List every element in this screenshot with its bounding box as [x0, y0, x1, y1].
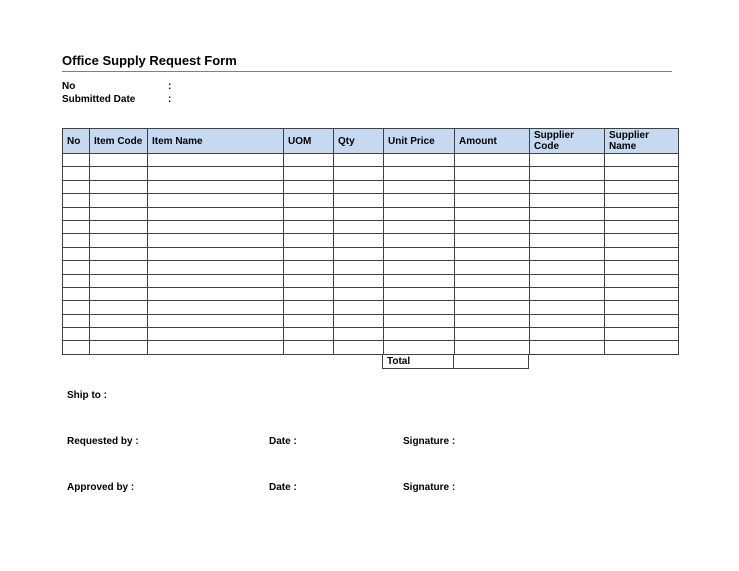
approved-signature-label: Signature : [403, 482, 456, 493]
table-cell[interactable] [90, 261, 148, 274]
table-cell[interactable] [90, 341, 148, 354]
table-cell[interactable] [605, 154, 679, 167]
requested-date-label: Date : [269, 436, 297, 447]
total-row [382, 354, 529, 369]
table-cell[interactable] [90, 154, 148, 167]
table-cell[interactable] [90, 234, 148, 247]
table-cell[interactable] [605, 180, 679, 193]
table-row [63, 301, 679, 314]
form-title: Office Supply Request Form [62, 53, 237, 68]
table-cell[interactable] [455, 220, 530, 233]
table-cell[interactable] [384, 287, 455, 300]
table-cell[interactable] [148, 314, 284, 327]
table-cell[interactable] [334, 167, 384, 180]
table-cell[interactable] [384, 314, 455, 327]
table-cell[interactable] [605, 314, 679, 327]
table-cell[interactable] [63, 180, 90, 193]
no-label: No [62, 81, 76, 92]
table-cell[interactable] [148, 261, 284, 274]
table-cell[interactable] [455, 154, 530, 167]
table-cell[interactable] [530, 328, 605, 341]
header-item-name: Item Name [148, 129, 284, 154]
header-amount: Amount [455, 129, 530, 154]
table-header-row [63, 129, 679, 154]
table-cell[interactable] [148, 247, 284, 260]
table-cell[interactable] [63, 234, 90, 247]
table-cell[interactable] [284, 314, 334, 327]
table-cell[interactable] [334, 301, 384, 314]
table-cell[interactable] [63, 301, 90, 314]
table-row [63, 274, 679, 287]
table-cell[interactable] [605, 194, 679, 207]
table-cell[interactable] [334, 220, 384, 233]
table-cell[interactable] [384, 274, 455, 287]
table-cell[interactable] [284, 274, 334, 287]
table-cell[interactable] [284, 328, 334, 341]
table-cell[interactable] [334, 194, 384, 207]
table-cell[interactable] [605, 274, 679, 287]
header-no: No [63, 129, 90, 154]
table-cell[interactable] [90, 167, 148, 180]
approved-date-label: Date : [269, 482, 297, 493]
table-row [63, 341, 679, 354]
table-cell[interactable] [384, 220, 455, 233]
table-cell[interactable] [384, 328, 455, 341]
request-table [62, 128, 679, 355]
table-cell[interactable] [334, 154, 384, 167]
table-cell[interactable] [455, 274, 530, 287]
table-cell[interactable] [384, 180, 455, 193]
table-cell[interactable] [148, 234, 284, 247]
table-cell[interactable] [90, 301, 148, 314]
table-cell[interactable] [63, 247, 90, 260]
table-row [63, 247, 679, 260]
table-cell[interactable] [90, 220, 148, 233]
table-cell[interactable] [605, 341, 679, 354]
table-cell[interactable] [530, 220, 605, 233]
table-cell[interactable] [384, 261, 455, 274]
table-cell[interactable] [148, 194, 284, 207]
table-cell[interactable] [384, 234, 455, 247]
table-cell[interactable] [455, 314, 530, 327]
table-cell[interactable] [90, 274, 148, 287]
table-cell[interactable] [284, 180, 334, 193]
table-cell[interactable] [455, 247, 530, 260]
table-cell[interactable] [284, 301, 334, 314]
table-cell[interactable] [605, 167, 679, 180]
table-cell[interactable] [530, 247, 605, 260]
table-cell[interactable] [455, 341, 530, 354]
title-divider [62, 71, 672, 72]
table-row [63, 180, 679, 193]
table-cell[interactable] [530, 234, 605, 247]
header-qty: Qty [334, 129, 384, 154]
table-cell[interactable] [334, 328, 384, 341]
submitted-date-label: Submitted Date [62, 94, 136, 105]
table-cell[interactable] [284, 167, 334, 180]
table-row [63, 167, 679, 180]
table-cell[interactable] [334, 274, 384, 287]
table-cell[interactable] [384, 167, 455, 180]
table-cell[interactable] [148, 341, 284, 354]
table-cell[interactable] [605, 207, 679, 220]
table-row [63, 261, 679, 274]
total-label: Total [383, 355, 454, 369]
submitted-date-colon: : [168, 94, 172, 105]
table-cell[interactable] [384, 194, 455, 207]
table-cell[interactable] [148, 274, 284, 287]
table-cell[interactable] [455, 328, 530, 341]
no-colon: : [168, 81, 172, 92]
table-cell[interactable] [334, 180, 384, 193]
requested-signature-label: Signature : [403, 436, 456, 447]
table-cell[interactable] [334, 234, 384, 247]
table-cell[interactable] [530, 180, 605, 193]
table-row [63, 194, 679, 207]
table-cell[interactable] [455, 167, 530, 180]
header-supplier-name: Supplier Name [605, 129, 679, 154]
table-cell[interactable] [384, 207, 455, 220]
table-cell[interactable] [334, 207, 384, 220]
table-cell[interactable] [148, 328, 284, 341]
table-cell[interactable] [455, 207, 530, 220]
table-cell[interactable] [148, 220, 284, 233]
table-cell[interactable] [605, 301, 679, 314]
table-cell[interactable] [334, 341, 384, 354]
table-cell[interactable] [148, 207, 284, 220]
table-cell[interactable] [530, 261, 605, 274]
table-row [63, 328, 679, 341]
ship-to-label: Ship to : [67, 390, 107, 401]
table-row [63, 234, 679, 247]
table-cell[interactable] [90, 194, 148, 207]
table-row [63, 287, 679, 300]
table-cell[interactable] [148, 180, 284, 193]
table-cell[interactable] [455, 180, 530, 193]
table-cell[interactable] [90, 247, 148, 260]
header-unit-price: Unit Price [384, 129, 455, 154]
table-cell[interactable] [455, 301, 530, 314]
table-cell[interactable] [284, 207, 334, 220]
table-cell[interactable] [284, 220, 334, 233]
table-cell[interactable] [384, 341, 455, 354]
table-cell[interactable] [63, 341, 90, 354]
table-cell[interactable] [63, 287, 90, 300]
table-cell[interactable] [90, 287, 148, 300]
table-cell[interactable] [63, 220, 90, 233]
requested-by-label: Requested by : [67, 436, 139, 447]
table-cell[interactable] [63, 167, 90, 180]
table-cell[interactable] [284, 234, 334, 247]
table-cell[interactable] [384, 154, 455, 167]
table-cell[interactable] [63, 207, 90, 220]
table-cell[interactable] [334, 261, 384, 274]
table-cell[interactable] [605, 328, 679, 341]
table-cell[interactable] [90, 207, 148, 220]
table-cell[interactable] [334, 247, 384, 260]
table-cell[interactable] [530, 154, 605, 167]
table-cell[interactable] [63, 194, 90, 207]
table-cell[interactable] [148, 154, 284, 167]
table-cell[interactable] [63, 314, 90, 327]
table-cell[interactable] [605, 247, 679, 260]
table-row [63, 207, 679, 220]
header-uom: UOM [284, 129, 334, 154]
table-row [63, 154, 679, 167]
table-cell[interactable] [284, 287, 334, 300]
table-cell[interactable] [284, 154, 334, 167]
table-cell[interactable] [90, 180, 148, 193]
table-cell[interactable] [530, 167, 605, 180]
table-cell[interactable] [605, 287, 679, 300]
table-cell[interactable] [455, 287, 530, 300]
table-cell[interactable] [284, 261, 334, 274]
table-cell[interactable] [63, 261, 90, 274]
table-row [63, 220, 679, 233]
table-cell[interactable] [455, 261, 530, 274]
table-cell[interactable] [284, 247, 334, 260]
table-cell[interactable] [148, 301, 284, 314]
table-cell[interactable] [605, 261, 679, 274]
table-cell[interactable] [90, 328, 148, 341]
table-cell[interactable] [63, 154, 90, 167]
table-cell[interactable] [148, 287, 284, 300]
table-cell[interactable] [530, 207, 605, 220]
table-cell[interactable] [605, 234, 679, 247]
table-cell[interactable] [63, 274, 90, 287]
header-item-code: Item Code [90, 129, 148, 154]
table-cell[interactable] [455, 194, 530, 207]
table-cell[interactable] [530, 341, 605, 354]
table-cell[interactable] [284, 341, 334, 354]
table-cell[interactable] [455, 234, 530, 247]
table-cell[interactable] [384, 247, 455, 260]
table-cell[interactable] [530, 274, 605, 287]
table-row [63, 314, 679, 327]
table-cell[interactable] [530, 301, 605, 314]
table-cell[interactable] [530, 314, 605, 327]
header-supplier-code: Supplier Code [530, 129, 605, 154]
table-cell[interactable] [284, 194, 334, 207]
table-cell[interactable] [63, 328, 90, 341]
approved-by-label: Approved by : [67, 482, 135, 493]
table-cell[interactable] [530, 194, 605, 207]
table-cell[interactable] [334, 287, 384, 300]
table-cell[interactable] [90, 314, 148, 327]
total-amount-cell[interactable] [454, 355, 529, 369]
table-cell[interactable] [605, 220, 679, 233]
table-cell[interactable] [334, 314, 384, 327]
table-cell[interactable] [384, 301, 455, 314]
table-cell[interactable] [530, 287, 605, 300]
table-cell[interactable] [148, 167, 284, 180]
